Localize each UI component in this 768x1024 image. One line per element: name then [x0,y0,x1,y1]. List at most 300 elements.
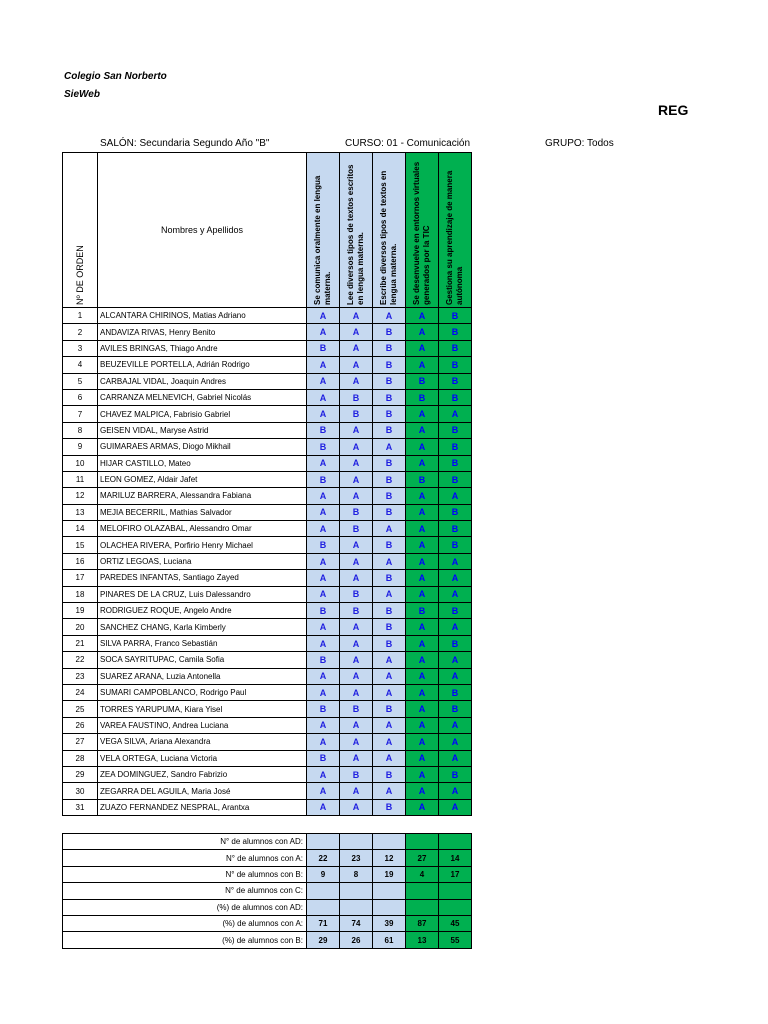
summary-label: N° de alumnos con B: [63,866,307,882]
grade-cell: A [307,668,340,684]
grade-cell: A [439,553,472,569]
grade-cell: A [373,684,406,700]
grade-cell: B [406,471,439,487]
student-name: ZEGARRA DEL AGUILA, Maria José [98,783,307,799]
grade-cell: A [406,422,439,438]
grade-cell: B [307,471,340,487]
grade-cell: A [406,701,439,717]
student-name: OLACHEA RIVERA, Porfirio Henry Michael [98,537,307,553]
grade-cell: A [340,422,373,438]
grade-cell: A [373,586,406,602]
grade-cell: A [340,553,373,569]
grade-cell: A [373,308,406,324]
order-column-header: Nº DE ORDEN [63,153,98,308]
grade-cell: A [406,750,439,766]
grade-cell: B [307,701,340,717]
salon-label: SALÓN: Secundaria Segundo Año "B" [100,138,270,149]
grade-cell: B [439,422,472,438]
grade-cell: A [373,553,406,569]
grade-cell: A [307,684,340,700]
grade-cell: A [307,357,340,373]
grade-cell: A [373,652,406,668]
grade-cell: B [373,766,406,782]
grade-cell: A [439,586,472,602]
student-name: LEON GOMEZ, Aldair Jafet [98,471,307,487]
grade-cell: A [406,504,439,520]
grade-cell: B [340,603,373,619]
grade-cell: A [307,406,340,422]
student-name: AVILES BRINGAS, Thiago Andre [98,340,307,356]
grade-cell: B [373,537,406,553]
summary-label: N° de alumnos con AD: [63,834,307,850]
grade-cell: A [439,488,472,504]
grade-cell: B [373,635,406,651]
grade-cell: B [373,471,406,487]
summary-table [62,833,472,949]
student-name: ZUAZO FERNANDEZ NESPRAL, Arantxa [98,799,307,815]
grade-cell: A [439,652,472,668]
student-name: SUMARI CAMPOBLANCO, Rodrigo Paul [98,684,307,700]
grade-cell: B [439,340,472,356]
grade-cell: A [307,635,340,651]
summary-value: 22 [307,850,340,866]
grade-cell: B [406,603,439,619]
student-name: ANDAVIZA RIVAS, Henry Benito [98,324,307,340]
summary-value: 23 [340,850,373,866]
grade-cell: A [406,521,439,537]
competency-header-2: Lee diversos tipos de textos escritos en lengua materna. [340,153,373,308]
grade-cell: A [340,652,373,668]
table-row [63,406,472,422]
student-name: BEUZEVILLE PORTELLA, Adrián Rodrigo [98,357,307,373]
order-number: 22 [63,652,98,668]
report-title: REG [658,102,689,118]
order-number: 23 [63,668,98,684]
summary-value: 14 [439,850,472,866]
order-number: 25 [63,701,98,717]
grade-cell: A [406,684,439,700]
summary-value [439,834,472,850]
grade-cell: B [373,570,406,586]
summary-value [340,883,373,899]
grade-cell: A [307,734,340,750]
table-row [63,766,472,782]
order-number: 10 [63,455,98,471]
grade-cell: B [373,799,406,815]
order-number: 8 [63,422,98,438]
grade-cell: A [373,439,406,455]
grade-cell: A [340,799,373,815]
grade-cell: B [373,389,406,405]
grade-cell: B [373,701,406,717]
grade-cell: A [340,357,373,373]
grade-cell: B [439,308,472,324]
grade-cell: B [340,504,373,520]
grade-cell: B [439,389,472,405]
summary-value [373,834,406,850]
summary-value [406,899,439,915]
summary-value: 39 [373,915,406,931]
order-number: 1 [63,308,98,324]
grade-cell: A [340,570,373,586]
grade-cell: B [307,750,340,766]
table-row [63,537,472,553]
summary-value [439,883,472,899]
grade-cell: A [340,668,373,684]
competency-header-5: Gestiona su aprendizaje de manera autónoma [439,153,472,308]
grade-cell: B [439,373,472,389]
grade-cell: B [307,537,340,553]
summary-value: 19 [373,866,406,882]
student-name: SILVA PARRA, Franco Sebastián [98,635,307,651]
table-row [63,668,472,684]
grade-cell: B [373,357,406,373]
grade-cell: B [373,406,406,422]
summary-label: (%) de alumnos con B: [63,932,307,948]
grade-cell: B [373,340,406,356]
grade-cell: B [439,603,472,619]
student-name: CARRANZA MELNEVICH, Gabriel Nicolás [98,389,307,405]
grade-cell: B [340,701,373,717]
order-number: 27 [63,734,98,750]
name-column-header: Nombres y Apellidos [98,153,307,308]
student-name: VELA ORTEGA, Luciana Victoria [98,750,307,766]
grade-cell: A [307,504,340,520]
order-number: 29 [63,766,98,782]
student-name: SUAREZ ARANA, Luzia Antonella [98,668,307,684]
grade-cell: A [307,717,340,733]
summary-row [63,883,472,899]
summary-value: 74 [340,915,373,931]
grade-cell: B [373,422,406,438]
grade-cell: B [307,340,340,356]
grade-cell: A [406,406,439,422]
summary-value: 17 [439,866,472,882]
grade-cell: B [439,504,472,520]
student-name: CARBAJAL VIDAL, Joaquin Andres [98,373,307,389]
grade-cell: A [340,717,373,733]
grade-cell: A [406,439,439,455]
grade-cell: B [439,357,472,373]
grade-cell: A [406,455,439,471]
table-header-row [63,153,472,308]
student-name: RODRIGUEZ ROQUE, Angelo Andre [98,603,307,619]
order-number: 3 [63,340,98,356]
grade-cell: A [439,799,472,815]
student-name: ORTIZ LEGOAS, Luciana [98,553,307,569]
student-name: MEJIA BECERRIL, Mathias Salvador [98,504,307,520]
grade-cell: A [406,586,439,602]
order-number: 26 [63,717,98,733]
grade-cell: B [340,521,373,537]
grade-cell: A [406,799,439,815]
table-row [63,521,472,537]
summary-value: 4 [406,866,439,882]
order-number: 19 [63,603,98,619]
grade-cell: A [406,668,439,684]
order-number: 15 [63,537,98,553]
grade-cell: B [373,455,406,471]
order-number: 24 [63,684,98,700]
table-row [63,504,472,520]
grade-cell: A [307,553,340,569]
student-name: ZEA DOMINGUEZ, Sandro Fabrizio [98,766,307,782]
grade-cell: B [307,603,340,619]
grade-cell: B [373,488,406,504]
grade-cell: A [406,652,439,668]
table-row [63,717,472,733]
summary-label: N° de alumnos con A: [63,850,307,866]
summary-value: 9 [307,866,340,882]
grade-cell: A [373,717,406,733]
grade-cell: A [406,783,439,799]
summary-value: 87 [406,915,439,931]
grade-cell: A [406,766,439,782]
table-row [63,422,472,438]
grade-cell: B [439,455,472,471]
grade-cell: A [340,488,373,504]
grade-cell: A [340,684,373,700]
grade-cell: A [307,389,340,405]
grade-cell: A [340,324,373,340]
grade-cell: B [373,603,406,619]
table-row [63,439,472,455]
grade-cell: B [406,389,439,405]
table-row [63,455,472,471]
summary-row [63,915,472,931]
table-row [63,308,472,324]
table-row [63,586,472,602]
order-number: 16 [63,553,98,569]
table-row [63,553,472,569]
order-number: 11 [63,471,98,487]
order-number: 12 [63,488,98,504]
student-name: CHAVEZ MALPICA, Fabrisio Gabriel [98,406,307,422]
order-number: 20 [63,619,98,635]
grade-cell: A [439,717,472,733]
grade-cell: B [340,389,373,405]
student-name: GEISEN VIDAL, Maryse Astrid [98,422,307,438]
grade-cell: A [406,357,439,373]
student-name: TORRES YARUPUMA, Kiara Yisel [98,701,307,717]
competency-header-1: Se comunica oralmente en lengua materna. [307,153,340,308]
grade-cell: A [439,783,472,799]
student-name: PINARES DE LA CRUZ, Luis Dalessandro [98,586,307,602]
grade-cell: A [307,766,340,782]
summary-row [63,834,472,850]
order-number: 2 [63,324,98,340]
grade-cell: A [373,521,406,537]
order-number: 4 [63,357,98,373]
student-name: GUIMARAES ARMAS, Diogo Mikhail [98,439,307,455]
school-name: Colegio San Norberto [64,71,167,82]
grade-cell: B [439,439,472,455]
summary-value: 12 [373,850,406,866]
competency-header-3: Escribe diversos tipos de textos en lengua materna. [373,153,406,308]
grade-cell: A [406,635,439,651]
order-number: 6 [63,389,98,405]
table-row [63,471,472,487]
grade-cell: A [307,586,340,602]
student-name: ALCANTARA CHIRINOS, Matias Adriano [98,308,307,324]
summary-value: 26 [340,932,373,948]
grade-cell: A [373,668,406,684]
grade-cell: A [406,734,439,750]
grade-cell: B [439,521,472,537]
grade-cell: B [406,373,439,389]
grade-cell: B [439,635,472,651]
grade-cell: A [406,324,439,340]
student-name: VEGA SILVA, Ariana Alexandra [98,734,307,750]
summary-value: 29 [307,932,340,948]
grade-cell: B [373,504,406,520]
table-row [63,324,472,340]
summary-value [307,899,340,915]
summary-value [340,899,373,915]
grade-cell: B [307,422,340,438]
summary-label: N° de alumnos con C: [63,883,307,899]
grade-cell: A [340,783,373,799]
grade-cell: A [340,537,373,553]
order-number: 18 [63,586,98,602]
grade-cell: B [439,701,472,717]
grade-cell: B [439,471,472,487]
order-number: 17 [63,570,98,586]
summary-value [340,834,373,850]
summary-value: 13 [406,932,439,948]
grade-cell: A [439,734,472,750]
summary-row [63,899,472,915]
order-number: 13 [63,504,98,520]
summary-value [307,883,340,899]
order-number: 5 [63,373,98,389]
grade-cell: A [340,455,373,471]
order-number: 7 [63,406,98,422]
grades-table [62,152,472,816]
competency-header-4: Se desenvuelve en entornos virtuales generados por la TIC [406,153,439,308]
summary-value [307,834,340,850]
table-row [63,701,472,717]
grade-cell: B [340,406,373,422]
order-number: 28 [63,750,98,766]
summary-value: 8 [340,866,373,882]
summary-value [406,883,439,899]
grade-cell: A [439,570,472,586]
curso-label: CURSO: 01 - Comunicación [345,138,471,149]
summary-row [63,866,472,882]
table-row [63,570,472,586]
student-name: SOCA SAYRITUPAC, Camila Sofia [98,652,307,668]
student-name: HIJAR CASTILLO, Mateo [98,455,307,471]
grade-cell: A [373,783,406,799]
app-name: SieWeb [64,89,100,100]
grade-cell: A [307,308,340,324]
table-row [63,684,472,700]
grade-cell: A [340,734,373,750]
order-number: 21 [63,635,98,651]
grade-cell: A [340,439,373,455]
table-row [63,799,472,815]
summary-value: 71 [307,915,340,931]
grade-cell: A [307,488,340,504]
table-row [63,389,472,405]
table-row [63,734,472,750]
table-row [63,488,472,504]
student-name: PAREDES INFANTAS, Santiago Zayed [98,570,307,586]
grade-cell: A [406,553,439,569]
table-row [63,603,472,619]
grade-cell: A [373,734,406,750]
summary-value: 45 [439,915,472,931]
student-name: MARILUZ BARRERA, Alessandra Fabiana [98,488,307,504]
student-name: MELOFIRO OLAZABAL, Alessandro Omar [98,521,307,537]
grade-cell: A [406,537,439,553]
grade-cell: B [373,373,406,389]
grade-cell: A [307,373,340,389]
grade-cell: A [406,717,439,733]
summary-label: (%) de alumnos con A: [63,915,307,931]
summary-value: 27 [406,850,439,866]
table-row [63,652,472,668]
summary-value [406,834,439,850]
order-number: 9 [63,439,98,455]
summary-value [373,899,406,915]
student-name: VAREA FAUSTINO, Andrea Luciana [98,717,307,733]
summary-value: 55 [439,932,472,948]
table-row [63,635,472,651]
grade-cell: A [439,750,472,766]
grupo-label: GRUPO: Todos [545,138,614,149]
summary-row [63,850,472,866]
grade-cell: B [439,766,472,782]
grade-cell: A [307,521,340,537]
grade-cell: A [406,340,439,356]
grade-cell: A [406,488,439,504]
grade-cell: B [340,586,373,602]
student-name: SANCHEZ CHANG, Karla Kimberly [98,619,307,635]
grade-cell: A [406,570,439,586]
grade-cell: A [406,308,439,324]
grade-cell: A [307,619,340,635]
grade-cell: A [439,406,472,422]
grade-cell: B [340,766,373,782]
table-row [63,340,472,356]
grade-cell: A [340,340,373,356]
order-number: 30 [63,783,98,799]
grade-cell: A [340,308,373,324]
grade-cell: B [307,439,340,455]
grade-cell: A [340,373,373,389]
grade-cell: A [307,799,340,815]
grade-cell: A [373,750,406,766]
summary-value [373,883,406,899]
grade-cell: A [406,619,439,635]
order-number: 14 [63,521,98,537]
grade-cell: B [439,324,472,340]
summary-value [439,899,472,915]
summary-label: (%) de alumnos con AD: [63,899,307,915]
grade-cell: A [340,471,373,487]
table-row [63,783,472,799]
table-row [63,619,472,635]
summary-value: 61 [373,932,406,948]
grade-cell: B [373,619,406,635]
table-row [63,373,472,389]
grade-cell: A [340,619,373,635]
grade-cell: B [439,537,472,553]
summary-row [63,932,472,948]
grade-cell: A [307,783,340,799]
